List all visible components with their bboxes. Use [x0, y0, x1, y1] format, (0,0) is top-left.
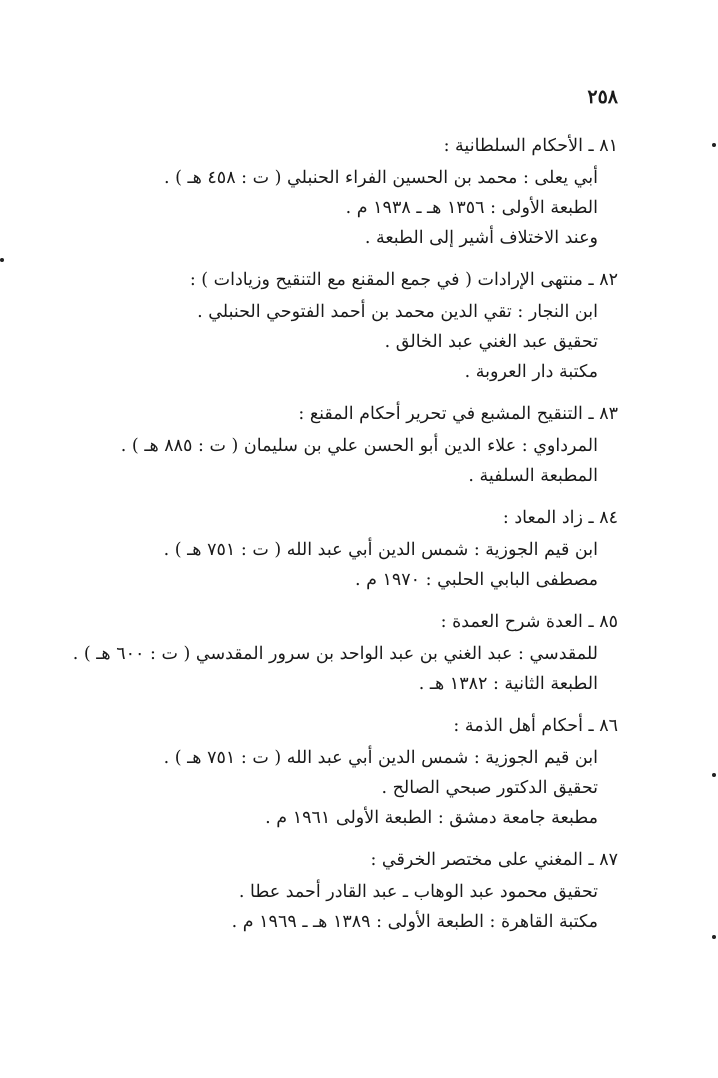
bibliography-list	[72, 130, 618, 948]
entry-title: ٨٣ ـ التنقيح المشبع في تحرير أحكام المقنع :	[298, 404, 618, 424]
entry-detail-line: وعند الاختلاف أشير إلى الطبعة .	[364, 228, 598, 248]
entry-detail-line: الطبعة الثانية : ١٣٨٢ هـ .	[418, 674, 598, 694]
entry-detail-line: المرداوي : علاء الدين أبو الحسن علي بن سليمان ( ت : ٨٨٥ هـ ) .	[120, 436, 598, 456]
entry-detail-line: ابن النجار : تقي الدين محمد بن أحمد الفتوحي الحنبلي .	[197, 302, 598, 322]
bibliography-entry	[98, 502, 618, 595]
bibliography-entry	[98, 398, 618, 491]
entry-detail-line: الطبعة الأولى : ١٣٥٦ هـ ـ ١٩٣٨ م .	[345, 198, 598, 218]
margin-mark	[712, 773, 716, 777]
margin-mark	[712, 143, 716, 147]
entry-detail-line: ابن قيم الجوزية : شمس الدين أبي عبد الله ( ت : ٧٥١ هـ ) .	[163, 540, 598, 560]
bibliography-entry	[72, 606, 618, 699]
bibliography-entry	[98, 130, 618, 253]
bibliography-entry	[98, 264, 618, 387]
entry-detail-line: للمقدسي : عبد الغني بن عبد الواحد بن سرور المقدسي ( ت : ٦٠٠ هـ ) .	[72, 644, 598, 664]
entry-detail-line: أبي يعلى : محمد بن الحسين الفراء الحنبلي ( ت : ٤٥٨ هـ ) .	[163, 168, 598, 188]
entry-detail-line: المطبعة السلفية .	[468, 466, 598, 486]
page-number: ٢٥٨	[587, 86, 618, 108]
bibliography-entry	[98, 844, 618, 937]
margin-mark	[0, 258, 4, 262]
entry-title: ٨٥ ـ العدة شرح العمدة :	[440, 612, 618, 632]
entry-title: ٨٦ ـ أحكام أهل الذمة :	[453, 716, 618, 736]
entry-detail-line: مطبعة جامعة دمشق : الطبعة الأولى ١٩٦١ م .	[265, 808, 598, 828]
entry-detail-line: مصطفى البابي الحلبي : ١٩٧٠ م .	[354, 570, 598, 590]
entry-detail-line: ابن قيم الجوزية : شمس الدين أبي عبد الله ( ت : ٧٥١ هـ ) .	[163, 748, 598, 768]
entry-title: ٨١ ـ الأحكام السلطانية :	[443, 136, 618, 156]
entry-detail-line: مكتبة القاهرة : الطبعة الأولى : ١٣٨٩ هـ ـ ١٩٦٩ م .	[231, 912, 598, 932]
entry-title: ٨٤ ـ زاد المعاد :	[502, 508, 618, 528]
margin-mark	[712, 935, 716, 939]
entry-detail-line: مكتبة دار العروبة .	[464, 362, 598, 382]
bibliography-entry	[98, 710, 618, 833]
entry-title: ٨٧ ـ المغني على مختصر الخرقي :	[370, 850, 618, 870]
entry-title: ٨٢ ـ منتهى الإرادات ( في جمع المقنع مع التنقيح وزيادات ) :	[189, 270, 618, 290]
entry-detail-line: تحقيق الدكتور صبحي الصالح .	[381, 778, 598, 798]
entry-detail-line: تحقيق محمود عبد الوهاب ـ عبد القادر أحمد عطا .	[238, 882, 598, 902]
entry-detail-line: تحقيق عبد الغني عبد الخالق .	[384, 332, 598, 352]
